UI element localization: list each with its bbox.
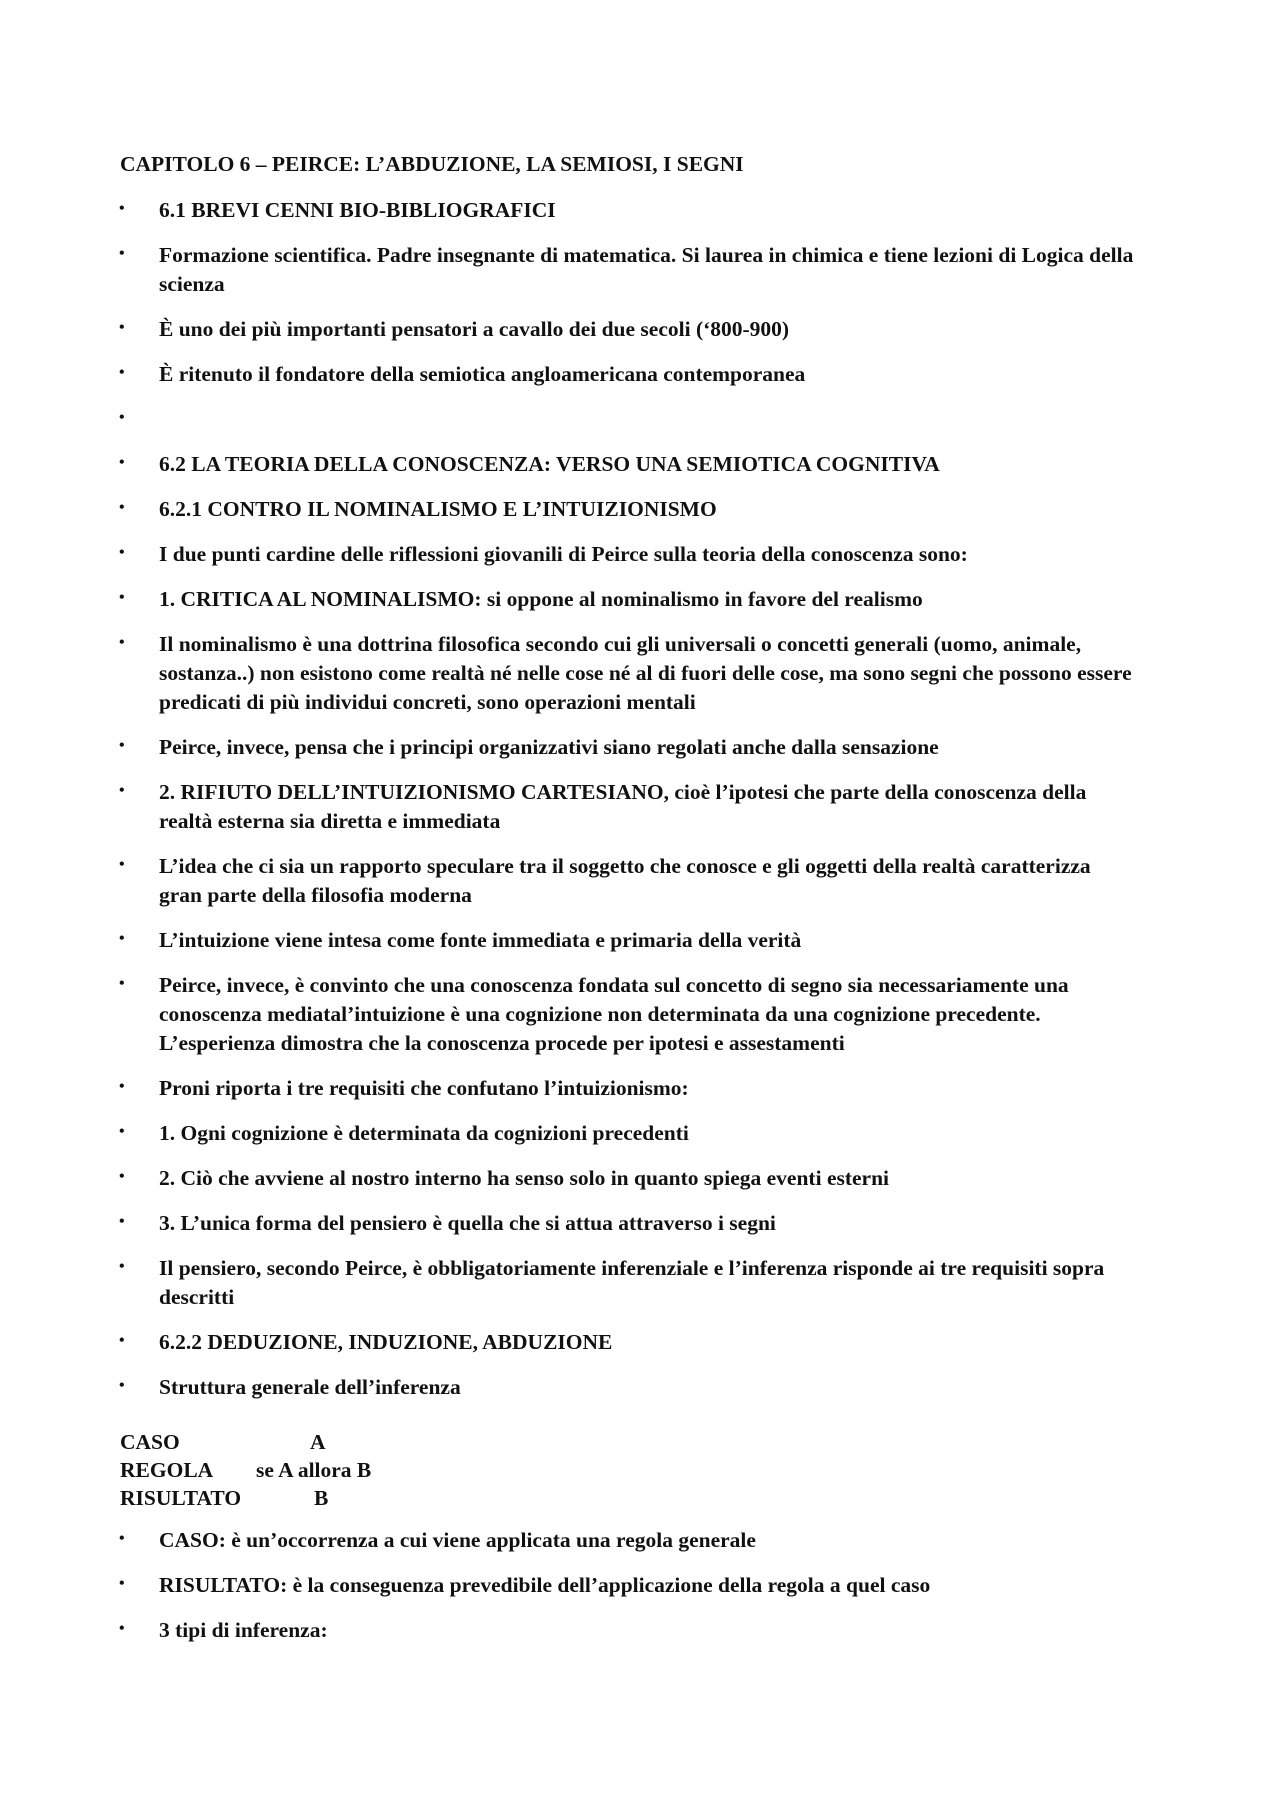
list-item-text: I due punti cardine delle riflessioni giovanili di Peirce sulla teoria della conoscenza sono: [159, 542, 968, 566]
inference-value: se A allora B [256, 1458, 372, 1482]
bullet-icon: • [119, 1332, 125, 1349]
bullet-icon: • [119, 737, 125, 754]
list-item-text: Proni riporta i tre requisiti che confutano l’intuizionismo: [159, 1076, 689, 1100]
list-item-text: RISULTATO: è la conseguenza prevedibile dell’applicazione della regola a quel caso [159, 1573, 931, 1597]
list-item [0, 1616, 1139, 1645]
bullet-icon: • [119, 499, 125, 516]
bullet-icon: • [119, 1168, 125, 1185]
bullet-icon: • [119, 409, 125, 426]
list-item [0, 1074, 1139, 1103]
inference-value: A [310, 1430, 326, 1454]
list-item-text: 1. CRITICA AL NOMINALISMO: si oppone al nominalismo in favore del realismo [159, 587, 923, 611]
bullet-icon: • [119, 1258, 125, 1275]
inference-row-caso [120, 1428, 520, 1456]
list-item-text: 6.1 BREVI CENNI BIO-BIBLIOGRAFICI [159, 198, 556, 222]
list-item [0, 196, 1139, 225]
bullet-icon: • [119, 1620, 125, 1637]
list-item-text: 3 tipi di inferenza: [159, 1618, 328, 1642]
inference-label: REGOLA [120, 1458, 214, 1482]
list-item [0, 1526, 1139, 1555]
inference-label: RISULTATO [120, 1486, 242, 1510]
bullet-icon: • [119, 782, 125, 799]
list-item-text: Formazione scientifica. Padre insegnante di matematica. Si laurea in chimica e tiene lezioni di Logica della scienza [159, 243, 1134, 296]
bullet-icon: • [119, 1123, 125, 1140]
list-item [0, 1209, 1139, 1238]
subsection-heading [0, 495, 1139, 524]
list-item-text: 6.2 LA TEORIA DELLA CONOSCENZA: VERSO UNA SEMIOTICA COGNITIVA [159, 452, 940, 476]
list-item-text: Struttura generale dell’inferenza [159, 1375, 461, 1399]
list-item-empty [0, 405, 1139, 434]
section-heading [0, 450, 1139, 479]
bullet-icon: • [119, 930, 125, 947]
inference-structure [120, 1428, 520, 1512]
list-item-text: È uno dei più importanti pensatori a cavallo dei due secoli (‘800-900) [159, 317, 790, 341]
list-item-text: 3. L’unica forma del pensiero è quella che si attua attraverso i segni [159, 1211, 776, 1235]
bullet-icon: • [119, 634, 125, 651]
bullet-icon: • [119, 975, 125, 992]
list-item [0, 971, 1139, 1058]
list-item [0, 1373, 1139, 1402]
bullet-icon: • [119, 1213, 125, 1230]
bullet-icon: • [119, 1377, 125, 1394]
list-item [0, 1164, 1139, 1193]
list-item [0, 1254, 1139, 1312]
list-item [0, 1119, 1139, 1148]
list-item [0, 241, 1139, 299]
list-item-text: L’intuizione viene intesa come fonte immediata e primaria della verità [159, 928, 802, 952]
list-item-text: 2. RIFIUTO DELL’INTUIZIONISMO CARTESIANO, cioè l’ipotesi che parte della conoscenza della realtà esterna sia diretta e immediata [159, 780, 1087, 833]
list-item [0, 926, 1139, 955]
list-item-text: 6.2.1 CONTRO IL NOMINALISMO E L’INTUIZIONISMO [159, 497, 717, 521]
list-item-text: 6.2.2 DEDUZIONE, INDUZIONE, ABDUZIONE [159, 1330, 613, 1354]
bullet-list-secondary [0, 1526, 1280, 1661]
bullet-icon: • [119, 319, 125, 336]
inference-value: B [314, 1486, 329, 1510]
list-item-text: 1. Ogni cognizione è determinata da cognizioni precedenti [159, 1121, 689, 1145]
bullet-icon: • [119, 200, 125, 217]
inference-row-risultato [120, 1484, 520, 1512]
list-item [0, 585, 1139, 614]
bullet-icon: • [119, 245, 125, 262]
list-item-text: Peirce, invece, pensa che i principi organizzativi siano regolati anche dalla sensazione [159, 735, 939, 759]
inference-label: CASO [120, 1430, 180, 1454]
bullet-icon: • [119, 364, 125, 381]
inference-row-regola [120, 1456, 520, 1484]
list-item [0, 1571, 1139, 1600]
list-item-text: CASO: è un’occorrenza a cui viene applicata una regola generale [159, 1528, 756, 1552]
bullet-icon: • [119, 454, 125, 471]
list-item [0, 852, 1139, 910]
list-item-text: È ritenuto il fondatore della semiotica angloamericana contemporanea [159, 362, 806, 386]
bullet-icon: • [119, 1530, 125, 1547]
list-item-text: Peirce, invece, è convinto che una conoscenza fondata sul concetto di segno sia necessariamente una conoscenza mediatal’intuizione è una cognizione non determinata da una cognizione precedente. L’esperienza dimostra che la conoscenza procede per ipotesi e assestamenti [159, 973, 1069, 1055]
bullet-icon: • [119, 589, 125, 606]
bullet-list-main [0, 196, 1280, 1418]
list-item [0, 778, 1139, 836]
list-item-text: Il pensiero, secondo Peirce, è obbligatoriamente inferenziale e l’inferenza risponde ai tre requisiti sopra descritti [159, 1256, 1105, 1309]
list-item-text: L’idea che ci sia un rapporto speculare tra il soggetto che conosce e gli oggetti della realtà caratterizza gran parte della filosofia moderna [159, 854, 1091, 907]
list-item [0, 360, 1139, 389]
list-item [0, 630, 1139, 717]
list-item-text: 2. Ciò che avviene al nostro interno ha senso solo in quanto spiega eventi esterni [159, 1166, 890, 1190]
bullet-icon: • [119, 544, 125, 561]
list-item [0, 315, 1139, 344]
list-item [0, 733, 1139, 762]
subsection-heading [0, 1328, 1139, 1357]
list-item-text: Il nominalismo è una dottrina filosofica secondo cui gli universali o concetti generali (uomo, animale, sostanza..) non esistono come realtà né nelle cose né al di fuori delle cose, ma sono segni che possono essere predicati di più individui concreti, sono operazioni mentali [159, 632, 1132, 714]
bullet-icon: • [119, 1078, 125, 1095]
chapter-title: CAPITOLO 6 – PEIRCE: L’ABDUZIONE, LA SEMIOSI, I SEGNI [120, 152, 744, 176]
list-item [0, 540, 1139, 569]
bullet-icon: • [119, 856, 125, 873]
bullet-icon: • [119, 1575, 125, 1592]
